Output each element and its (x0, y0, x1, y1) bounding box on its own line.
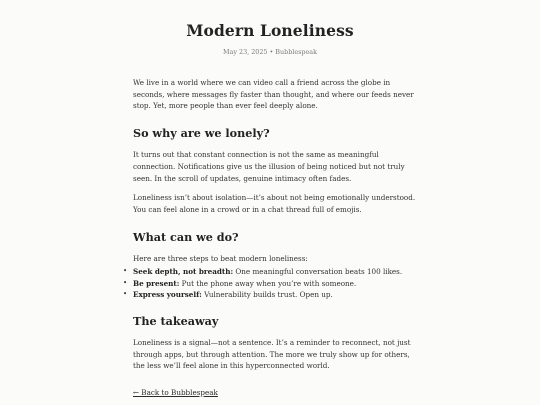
steps-list (123, 266, 418, 301)
article-meta: May 23, 2025 • Bubblespeak (223, 48, 317, 56)
section-paragraph: It turns out that constant connection is not the same as meaningful connection. Notifications give us the illusion of being noticed but not truly seen. In the scroll of updates, genuine intimacy often fades. (133, 150, 405, 183)
step-text: Put the phone away when you’re with someone. (179, 278, 357, 288)
article-title: Modern Loneliness (186, 21, 354, 40)
steps-intro: Here are three steps to beat modern loneliness: (133, 253, 308, 263)
list-item (123, 266, 418, 278)
list-item (123, 289, 418, 301)
article-body (123, 77, 418, 399)
step-label: Express yourself: (133, 290, 202, 300)
intro-paragraph: We live in a world where we can video call a friend across the globe in seconds, where messages fly faster than thought, and where our feeds never stop. Yet, more people than ever feel deeply alone. (133, 78, 414, 111)
list-item (123, 278, 418, 290)
section-heading-what-can-we-do: What can we do? (133, 229, 239, 244)
section-paragraph: Loneliness isn’t about isolation—it’s about not being emotionally understood. You can feel alone in a crowd or in a chat thread full of emojis. (133, 193, 416, 214)
bullet-icon: • (123, 290, 128, 299)
bullet-icon: • (123, 267, 128, 276)
step-label: Seek depth, not breadth: (133, 267, 234, 277)
step-text: One meaningful conversation beats 100 likes. (233, 267, 403, 277)
step-text: Vulnerability builds trust. Open up. (201, 290, 333, 300)
section-paragraph: Loneliness is a signal—not a sentence. It’s a reminder to reconnect, not just through apps, but through attention. The more we truly show up for others, the less we’ll feel alone in this hyperconnected world. (133, 337, 411, 371)
back-link[interactable]: ← Back to Bubblespeak (133, 387, 218, 397)
section-heading-takeaway: The takeaway (133, 313, 219, 328)
section-heading-why-lonely: So why are we lonely? (133, 126, 270, 141)
step-label: Be present: (133, 278, 180, 288)
bullet-icon: • (123, 278, 128, 287)
